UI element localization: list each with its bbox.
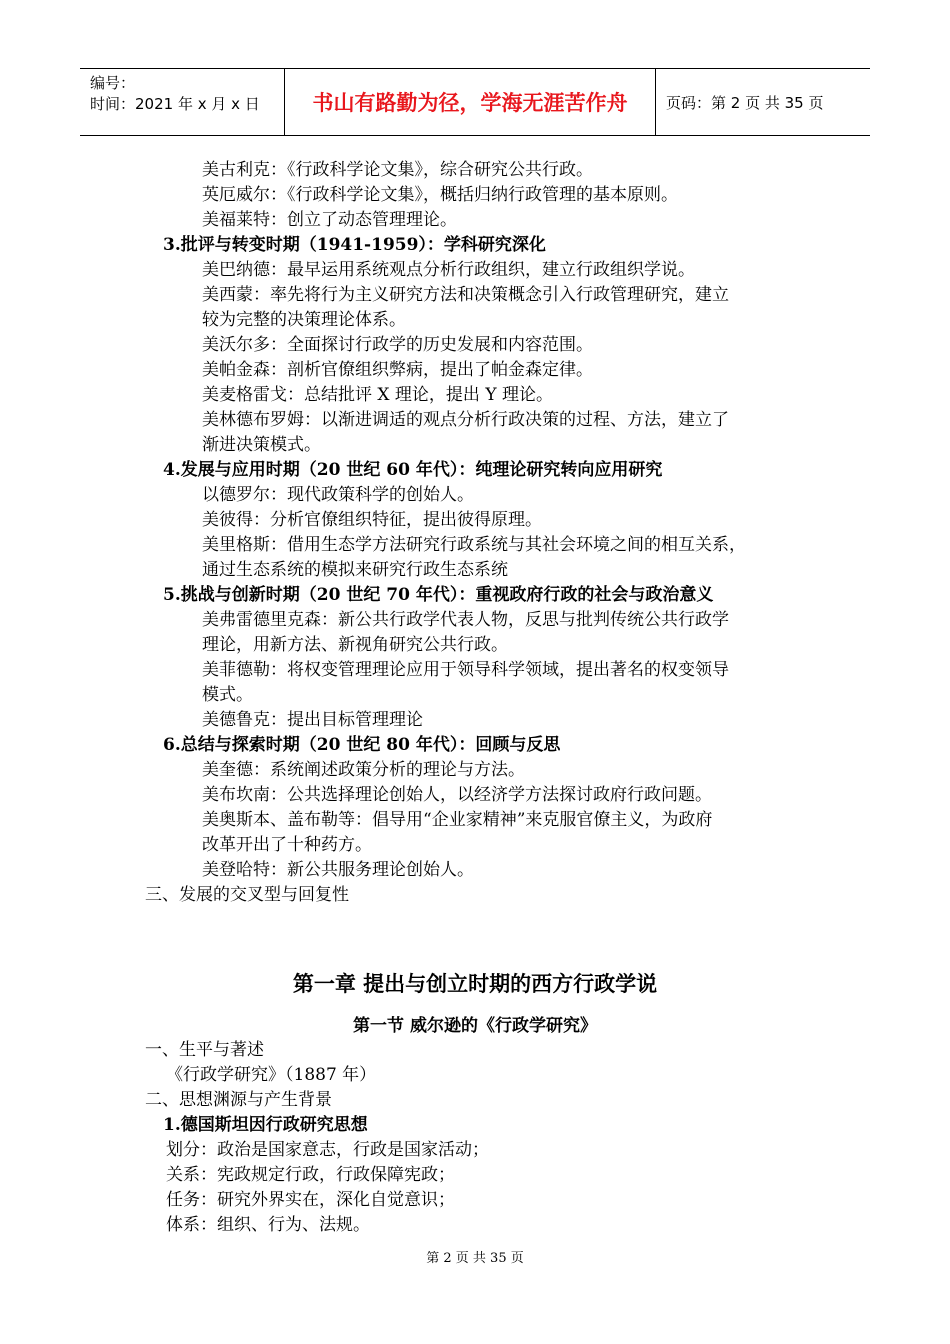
text-line: 任务：研究外界实在，深化自觉意识； — [166, 1190, 455, 1210]
text-line: 英厄威尔：《行政科学论文集》，概括归纳行政管理的基本原则。 — [202, 185, 678, 205]
header-motto: 书山有路勤为径，学海无涯苦作舟 — [284, 69, 656, 135]
text-line: 美西蒙：率先将行为主义研究方法和决策概念引入行政管理研究，建立 — [202, 285, 729, 305]
text-line: 美巴纳德：最早运用系统观点分析行政组织，建立行政组织学说。 — [202, 260, 695, 280]
text-line: 美登哈特：新公共服务理论创始人。 — [202, 860, 474, 880]
section-item: 一、生平与著述 — [145, 1040, 264, 1060]
text-line: 《行政学研究》（1887 年） — [166, 1065, 377, 1085]
text-line: 美德鲁克：提出目标管理理论 — [202, 710, 423, 730]
text-line: 划分：政治是国家意志，行政是国家活动； — [166, 1140, 489, 1160]
section-title: 第一节 威尔逊的《行政学研究》 — [353, 1016, 597, 1036]
section-item: 三、发展的交叉型与回复性 — [145, 885, 349, 905]
text-line: 美奥斯本、盖布勒等：倡导用“企业家精神”来克服官僚主义，为政府 — [202, 810, 713, 830]
text-line: 较为完整的决策理论体系。 — [202, 310, 406, 330]
header-table — [80, 68, 870, 136]
subheading: 1.德国斯坦因行政研究思想 — [163, 1115, 368, 1135]
text-line: 美布坎南：公共选择理论创始人，以经济学方法探讨政府行政问题。 — [202, 785, 712, 805]
text-line: 美彼得：分析官僚组织特征，提出彼得原理。 — [202, 510, 542, 530]
text-line: 美奎德：系统阐述政策分析的理论与方法。 — [202, 760, 525, 780]
text-line: 关系：宪政规定行政，行政保障宪政； — [166, 1165, 455, 1185]
text-line: 美林德布罗姆：以渐进调适的观点分析行政决策的过程、方法，建立了 — [202, 410, 729, 430]
chapter-title: 第一章 提出与创立时期的西方行政学说 — [292, 971, 658, 996]
text-line: 美福莱特：创立了动态管理理论。 — [202, 210, 457, 230]
text-line: 渐进决策模式。 — [202, 435, 321, 455]
page-footer: 第 2 页 共 35 页 — [426, 1251, 524, 1266]
header-meta — [80, 69, 284, 135]
text-line: 模式。 — [202, 685, 253, 705]
text-line: 美帕金森：剖析官僚组织弊病，提出了帕金森定律。 — [202, 360, 593, 380]
period-heading: 5.挑战与创新时期（20 世纪 70 年代）：重视政府行政的社会与政治意义 — [163, 585, 714, 605]
text-line: 通过生态系统的模拟来研究行政生态系统 — [202, 560, 508, 580]
period-heading: 3.批评与转变时期（1941-1959）：学科研究深化 — [163, 235, 546, 255]
text-line: 美菲德勒：将权变管理理论应用于领导科学领域，提出著名的权变领导 — [202, 660, 729, 680]
text-line: 美弗雷德里克森：新公共行政学代表人物，反思与批判传统公共行政学 — [202, 610, 729, 630]
text-line: 美沃尔多：全面探讨行政学的历史发展和内容范围。 — [202, 335, 593, 355]
period-heading: 6.总结与探索时期（20 世纪 80 年代）：回顾与反思 — [163, 735, 561, 755]
text-line: 以德罗尔：现代政策科学的创始人。 — [202, 485, 474, 505]
text-line: 美麦格雷戈：总结批评 X 理论，提出 Y 理论。 — [202, 385, 553, 405]
text-line: 美里格斯：借用生态学方法研究行政系统与其社会环境之间的相互关系， — [202, 535, 746, 555]
doc-date-label: 时间：2021 年 x 月 x 日 — [90, 95, 260, 113]
period-heading: 4.发展与应用时期（20 世纪 60 年代）：纯理论研究转向应用研究 — [163, 460, 663, 480]
header-page-info: 页码：第 2 页 共 35 页 — [666, 93, 824, 112]
section-item: 二、思想渊源与产生背景 — [145, 1090, 332, 1110]
text-line: 体系：组织、行为、法规。 — [166, 1215, 370, 1235]
text-line: 美古利克：《行政科学论文集》，综合研究公共行政。 — [202, 160, 593, 180]
text-line: 理论，用新方法、新视角研究公共行政。 — [202, 635, 508, 655]
doc-number-label: 编号： — [90, 74, 136, 92]
text-line: 改革开出了十种药方。 — [202, 835, 372, 855]
